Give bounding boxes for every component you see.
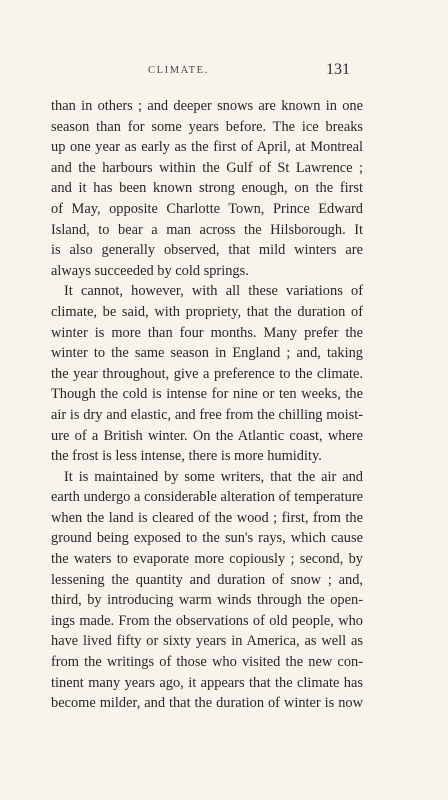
text-line: It cannot, however, with all these variations of bbox=[64, 283, 363, 300]
text-line: the year throughout, give a preference to the climate. bbox=[51, 365, 363, 382]
text-line: the waters to evaporate more copiously ; second, by bbox=[51, 551, 363, 568]
text-line: always succeeded by cold springs. bbox=[51, 262, 249, 279]
body-text bbox=[51, 96, 363, 714]
text-line: of May, opposite Charlotte Town, Prince Edward bbox=[51, 200, 363, 217]
paragraph bbox=[51, 281, 363, 466]
text-line: become milder, and that the duration of winter is now bbox=[51, 695, 363, 712]
text-line: have lived fifty or sixty years in America, as well as bbox=[51, 633, 363, 650]
text-line: Though the cold is intense for nine or ten weeks, the bbox=[51, 386, 363, 403]
text-line: the frost is less intense, there is more humidity. bbox=[51, 448, 322, 465]
text-line: up one year as early as the first of April, at Montreal bbox=[51, 139, 363, 156]
text-line: ings made. From the observations of old people, who bbox=[51, 612, 363, 629]
text-line: Island, to bear a man across the Hilsborough. It bbox=[51, 221, 363, 238]
text-line: climate, be said, with propriety, that the duration of bbox=[51, 303, 363, 320]
text-line: air is dry and elastic, and free from the chilling moist- bbox=[51, 406, 363, 423]
running-head bbox=[0, 61, 448, 81]
text-line: tinent many years ago, it appears that the climate has bbox=[51, 674, 363, 691]
page-number: 131 bbox=[326, 61, 350, 78]
text-line: when the land is cleared of the wood ; first, from the bbox=[51, 509, 363, 526]
text-line: and the harbours within the Gulf of St Lawrence ; bbox=[51, 159, 363, 176]
running-title: CLIMATE. bbox=[148, 65, 209, 76]
paragraph bbox=[51, 467, 363, 714]
text-line: lessening the quantity and duration of snow ; and, bbox=[51, 571, 363, 588]
text-line: winter is more than four months. Many prefer the bbox=[51, 324, 363, 341]
text-line: third, by introducing warm winds through the open- bbox=[51, 592, 363, 609]
text-line: winter to the same season in England ; and, taking bbox=[51, 345, 363, 362]
text-line: than in others ; and deeper snows are known in one bbox=[51, 98, 363, 114]
text-line: ground being exposed to the sun's rays, which cause bbox=[51, 530, 363, 547]
text-line: ure of a British winter. On the Atlantic coast, where bbox=[51, 427, 363, 444]
text-line: is also generally observed, that mild winters are bbox=[51, 242, 363, 259]
text-line: from the writings of those who visited the new con- bbox=[51, 654, 363, 671]
text-line: and it has been known strong enough, on the first bbox=[51, 180, 363, 197]
paragraph bbox=[51, 96, 363, 281]
text-line: earth undergo a considerable alteration of temperature bbox=[51, 489, 363, 506]
text-line: season than for some years before. The ice breaks bbox=[51, 118, 363, 135]
text-line: It is maintained by some writers, that the air and bbox=[64, 468, 363, 485]
